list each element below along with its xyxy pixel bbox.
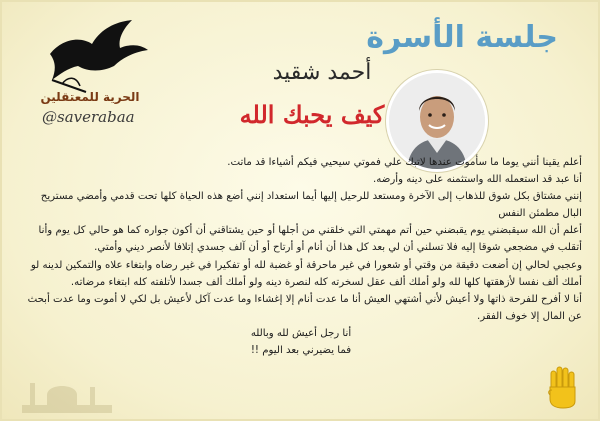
org-name: الحرية للمعتقلين	[40, 90, 140, 104]
person-name: أحمد شقيد	[272, 60, 372, 85]
closing-line: فما يضيرني بعد اليوم !!	[250, 345, 352, 357]
headline: كيف يحبك الله	[239, 100, 385, 129]
letter-paragraph: أنا عبد قد استعمله الله واستثمنه على دينه وأرضه.	[373, 174, 582, 186]
mosque-icon	[22, 373, 112, 413]
twitter-handle: @saverabaa	[42, 108, 135, 126]
letter-body	[20, 154, 582, 359]
letter-paragraph: وعجبي لحالي إن أضعت دقيقة من وقتي أو شعورا في غير ماحرقة أو غضبة لله أو تفكيرا في غير رضاه وابتغاء علاه والتمكين لدينه لو أملك ألف نفسا لأزهقتها كلها لله ولو أملك ألف عقل لسخرته كله لنصرة دينه ولو أملك ألف جسدا لأتلفته كله ابتغاء مرضاته.	[30, 259, 582, 288]
closing-line: أنا رجل أعيش لله وبالله	[250, 327, 352, 339]
letter-paragraph: أعلم أن الله سيقبضني يوم يقبضني حين أتم مهمتي التي خلقني من أجلها أو حين يشتاقني أن أكون جواره كما هو حالي كل يوم وأنا أتقلب في مضجعي شوقا إليه فلا تسلني أن لي بعد كل هذا أن أنام أو أرتاح أو أن آلف جسدي إتلافا لأنصر ديني وأمتي.	[38, 225, 582, 254]
letter-paragraph: أعلم يقينا أنني يوما ما سأموت عندها لاتبك علي فموتي سيحيي فيكم أشياءا قد ماتت.	[227, 157, 582, 168]
series-title: جلسة الأسرة	[366, 20, 558, 55]
rabaa-hand-icon	[546, 365, 580, 409]
campaign-logo	[22, 14, 182, 144]
letter-paragraph: إنني مشتاق بكل شوق للذهاب إلى الآخرة ومستعد للرحيل إليها أيما استعداد إنني أضع هذه الحياة كلها تحت قدمي وأمضي مستريح البال مطمئن النفس	[40, 191, 582, 220]
letter-paragraph: أنا لا أفرح للفرحة ذاتها ولا أعيش لأني أشتهي العيش أنا ما عدت أنام إلا إغشاءا وما عدت آكل لأعيش بل لكي لا أموت وما عدت أبحث عن المال إلا خوف الفقر.	[27, 293, 582, 322]
